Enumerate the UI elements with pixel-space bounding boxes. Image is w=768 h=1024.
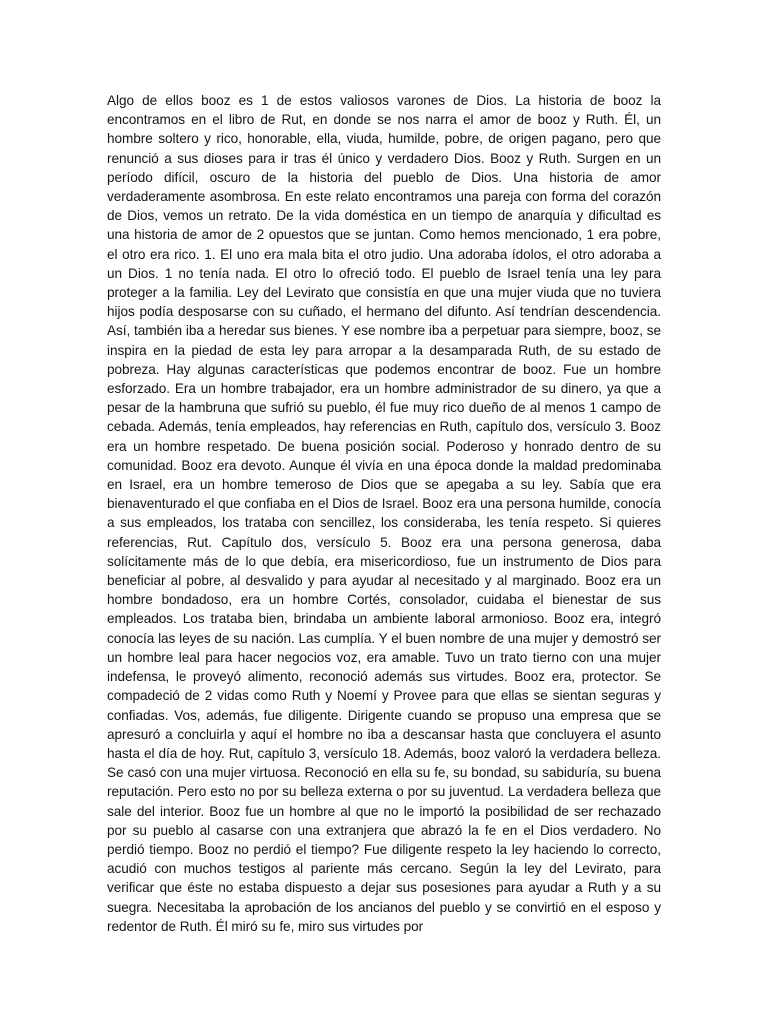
body-paragraph: Algo de ellos booz es 1 de estos valiosos varones de Dios. La historia de booz la encontramos en el libro de Rut, en donde se nos narra el amor de booz y Ruth. Él, un hombre soltero y rico, honorable, ella, viuda, humilde, pobre, de origen pagano, pero que renunció a sus dioses para ir tras él único y verdadero Dios. Booz y Ruth. Surgen en un período difícil, oscuro de la historia del pueblo de Dios. Una historia de amor verdaderamente asombrosa. En este relato encontramos una pareja con forma del corazón de Dios, vemos un retrato. De la vida doméstica en un tiempo de anarquía y dificultad es una historia de amor de 2 opuestos que se juntan. Como hemos mencionado, 1 era pobre, el otro era rico. 1. El uno era mala bita el otro judio. Una adoraba ídolos, el otro adoraba a un Dios. 1 no tenía nada. El otro lo ofreció todo. El pueblo de Israel tenía una ley para proteger a la familia. Ley del Levirato que consistía en que una mujer viuda que no tuviera hijos podía desposarse con su cuñado, el hermano del difunto. Así tendrían descendencia. Así, también iba a heredar sus bienes. Y ese nombre iba a perpetuar para siempre, booz, se inspira en la piedad de esta ley para arropar a la desamparada Ruth, de su estado de pobreza. Hay algunas características que podemos encontrar de booz. Fue un hombre esforzado. Era un hombre trabajador, era un hombre administrador de su dinero, ya que a pesar de la hambruna que sufrió su pueblo, él fue muy rico dueño de al menos 1 campo de cebada. Además, tenía empleados, hay referencias en Ruth, capítulo dos, versículo 3. Booz era un hombre respetado. De buena posición social. Poderoso y honrado dentro de su comunidad. Booz era devoto. Aunque él vivía en una época donde la maldad predominaba en Israel, era un hombre temeroso de Dios que se apegaba a su ley. Sabía que era bienaventurado el que confiaba en el Dios de Israel. Booz era una persona humilde, conocía a sus empleados, los trataba con sencillez, los consideraba, les tenía respeto. Si quieres referencias, Rut. Capítulo dos, versículo 5. Booz era una persona generosa, daba solícitamente más de lo que debía, era misericordioso, fue un instrumento de Dios para beneficiar al pobre, al desvalido y para ayudar al necesitado y al marginado. Booz era un hombre bondadoso, era un hombre Cortés, consolador, cuidaba el bienestar de sus empleados. Los trataba bien, brindaba un ambiente laboral armonioso. Booz era, integró conocía las leyes de su nación. Las cumplía. Y el buen nombre de una mujer y demostró ser un hombre leal para hacer negocios voz, era amable. Tuvo un trato tierno con una mujer indefensa, le proveyó alimento, reconoció además sus virtudes. Booz era, protector. Se compadeció de 2 vidas como Ruth y Noemí y Provee para que ellas se sientan seguras y confiadas. Vos, además, fue diligente. Dirigente cuando se propuso una empresa que se apresuró a concluirla y aquí el hombre no iba a descansar hasta que concluyera el asunto hasta el día de hoy. Rut, capítulo 3, versículo 18. Además, booz valoró la verdadera belleza. Se casó con una mujer virtuosa. Reconoció en ella su fe, su bondad, su sabiduría, su buena reputación. Pero esto no por su belleza externa o por su juventud. La verdadera belleza que sale del interior. Booz fue un hombre al que no le importó la posibilidad de ser rechazado por su pueblo al casarse con una extranjera que abrazó la fe en el Dios verdadero. No perdió tiempo. Booz no perdió el tiempo? Fue diligente respeto la ley haciendo lo correcto, acudió con muchos testigos al pariente más cercano. Según la ley del Levirato, para verificar que éste no estaba dispuesto a dejar sus posesiones para ayudar a Ruth y a su suegra. Necesitaba la aprobación de los ancianos del pueblo y se convirtió en el esposo y redentor de Ruth. Él miró su fe, miro sus virtudes por xyxy=(107,93,661,934)
